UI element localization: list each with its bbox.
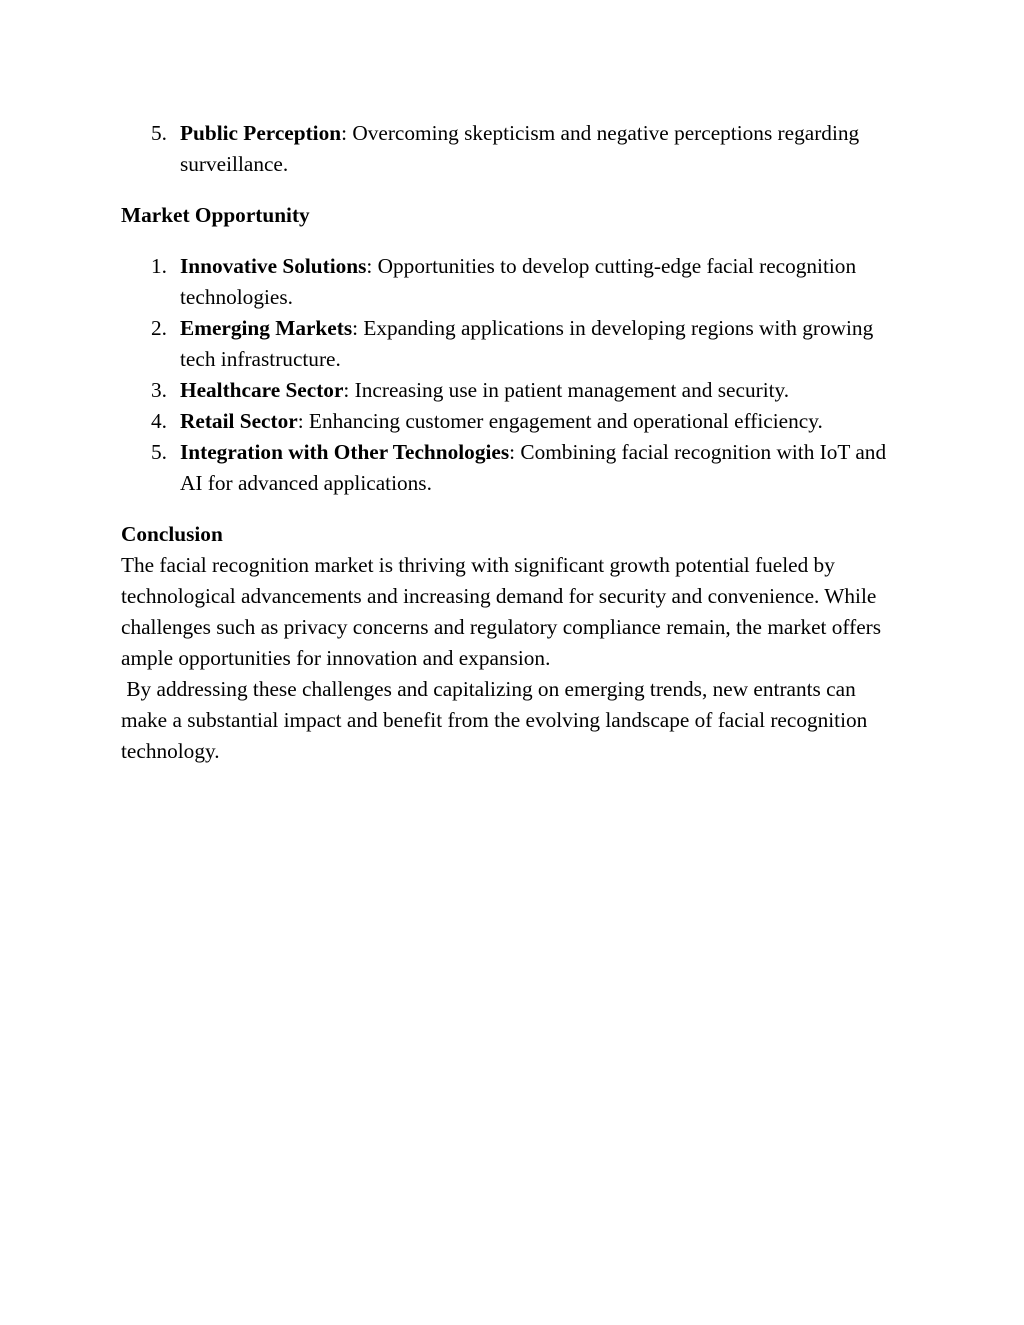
conclusion-paragraph-1: The facial recognition market is thriving with significant growth potential fueled by technological advancements and increasing demand for security and convenience. While challenges such as privacy concerns and regulatory compliance remain, the market offers ample opportunities for innovation and expansion. [121, 553, 882, 670]
list-number: 5. [151, 121, 167, 145]
list-item [121, 406, 901, 437]
list-item [121, 375, 901, 406]
list-number: 3. [151, 378, 167, 402]
list-number: 2. [151, 316, 167, 340]
list-item-text: : Increasing use in patient management and security. [343, 378, 790, 402]
list-item-text: : Enhancing customer engagement and operational efficiency. [297, 409, 823, 433]
list-item-text: : Opportunities to develop cutting-edge facial recognition technologies. [180, 254, 857, 309]
list-item-term: Healthcare Sector [180, 378, 344, 402]
challenges-list [121, 118, 901, 180]
document-page [121, 118, 901, 767]
list-item [121, 313, 901, 375]
list-item-text: : Expanding applications in developing regions with growing tech infrastructure. [180, 316, 874, 371]
conclusion-heading: Conclusion [121, 522, 223, 546]
list-item-text: : Combining facial recognition with IoT and AI for advanced applications. [180, 440, 887, 495]
list-number: 1. [151, 254, 167, 278]
market-opportunity-list [121, 251, 901, 499]
list-item [121, 118, 901, 180]
list-item [121, 251, 901, 313]
list-number: 4. [151, 409, 167, 433]
list-item-term: Public Perception [180, 121, 342, 145]
list-item-term: Integration with Other Technologies [180, 440, 510, 464]
list-item-text: : Overcoming skepticism and negative perceptions regarding surveillance. [180, 121, 860, 176]
list-item-term: Retail Sector [180, 409, 298, 433]
list-item [121, 437, 901, 499]
list-item-term: Emerging Markets [180, 316, 353, 340]
list-item-term: Innovative Solutions [180, 254, 367, 278]
market-opportunity-heading: Market Opportunity [121, 203, 310, 227]
list-number: 5. [151, 440, 167, 464]
conclusion-paragraph-2: By addressing these challenges and capitalizing on emerging trends, new entrants can make a substantial impact and benefit from the evolving landscape of facial recognition technology. [121, 677, 873, 763]
